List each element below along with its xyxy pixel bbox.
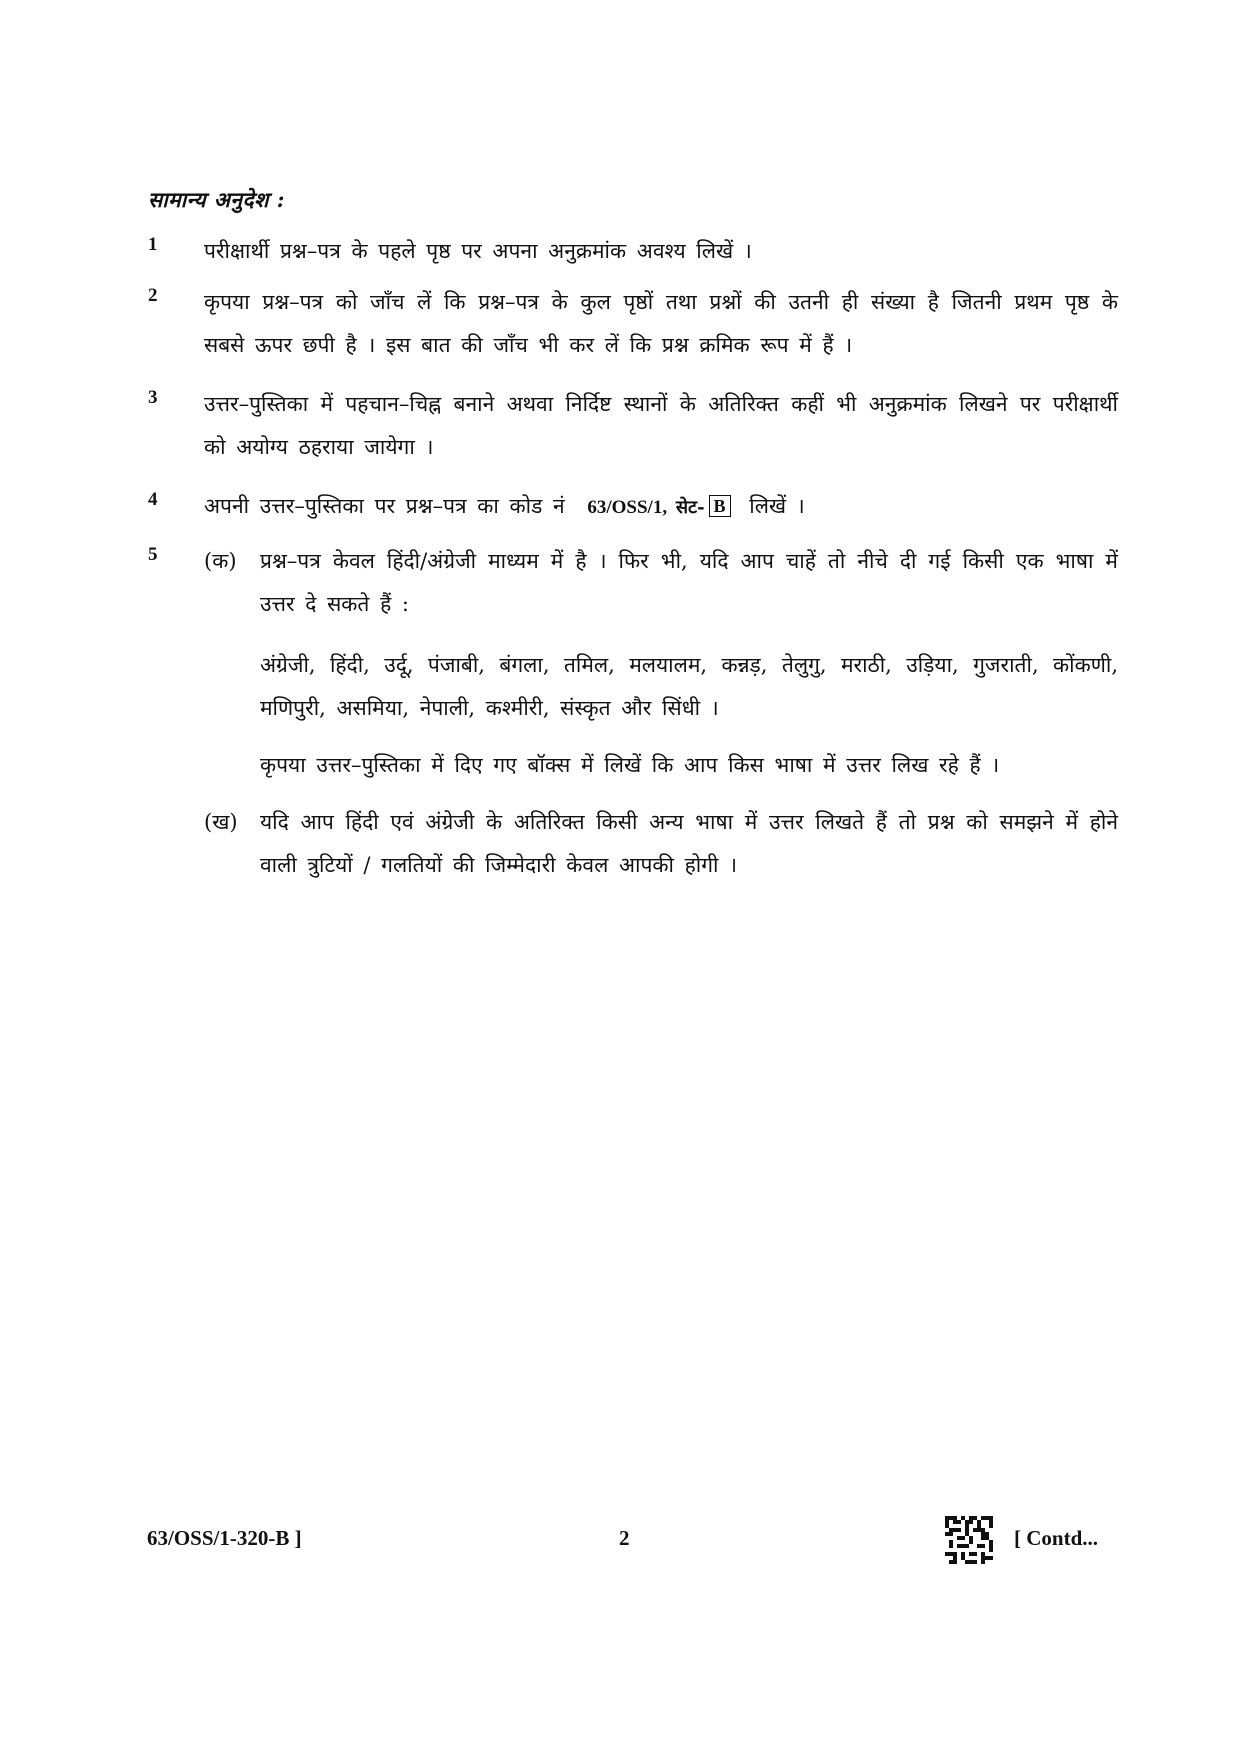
instruction-4-text-after: लिखें । [749,494,805,518]
paper-code: 63/OSS/1, सेट- [587,497,705,518]
instruction-1 [148,230,1118,273]
instruction-3 [148,383,1118,469]
instruction-5-sub-b [204,801,1118,887]
instruction-text [204,485,1118,529]
instruction-number: 5 [148,544,158,565]
footer-paper-code: 63/OSS/1-320-B ] [147,1526,302,1550]
qr-code-icon [945,1516,993,1564]
instruction-5-sub-a [204,540,1118,787]
set-box: B [709,495,731,517]
instruction-4 [148,485,1118,529]
continued-label: [ Contd... [1014,1526,1099,1550]
instruction-number: 4 [148,489,158,510]
page-number: 2 [619,1526,630,1550]
instruction-text: कृपया प्रश्न–पत्र को जाँच लें कि प्रश्न–पत्र के कुल पृष्ठों तथा प्रश्नों की उतनी ही संख्या है जितनी प्रथम पृष्ठ के सबसे ऊपर छपी है । इस बात की जाँच भी कर लें कि प्रश्न क्रमिक रूप में हैं । [204,290,1118,357]
instruction-number: 2 [148,285,158,306]
language-box-note: कृपया उत्तर–पुस्तिका में दिए गए बॉक्स में लिखें कि आप किस भाषा में उत्तर लिख रहे हैं । [260,753,1000,777]
instruction-5 [148,540,1118,887]
sub-label: (ख) [204,810,238,834]
sub-a-text: प्रश्न–पत्र केवल हिंदी/अंग्रेजी माध्यम में है । फिर भी, यदि आप चाहें तो नीचे दी गई किसी एक भाषा में उत्तर दे सकते हैं : [260,549,1118,616]
instruction-number: 3 [148,387,158,408]
instruction-2 [148,281,1118,367]
instruction-4-text-before: अपनी उत्तर–पुस्तिका पर प्रश्न–पत्र का कोड नं [204,494,565,518]
instruction-number: 1 [148,234,158,255]
instruction-text: उत्तर–पुस्तिका में पहचान–चिह्न बनाने अथवा निर्दिष्ट स्थानों के अतिरिक्त कहीं भी अनुक्रमांक लिखने पर परीक्षार्थी को अयोग्य ठहराया जायेगा । [204,392,1118,459]
sub-b-text: यदि आप हिंदी एवं अंग्रेजी के अतिरिक्त किसी अन्य भाषा में उत्तर लिखते हैं तो प्रश्न को समझने में होने वाली त्रुटियों / गलतियों की जिम्मेदारी केवल आपकी होगी । [260,810,1118,877]
general-instructions-heading: सामान्य अनुदेश : [148,187,286,212]
instruction-text: परीक्षार्थी प्रश्न–पत्र के पहले पृष्ठ पर अपना अनुक्रमांक अवश्य लिखें । [204,239,752,263]
sub-label: (क) [204,549,237,573]
set-label: सेट- [675,497,705,518]
languages-list: अंग्रेजी, हिंदी, उर्दू, पंजाबी, बंगला, तमिल, मलयालम, कन्नड़, तेलुगु, मराठी, उड़िया, गुजराती, कोंकणी, मणिपुरी, असमिया, नेपाली, कश्मीरी, संस्कृत और सिंधी । [260,653,1118,720]
